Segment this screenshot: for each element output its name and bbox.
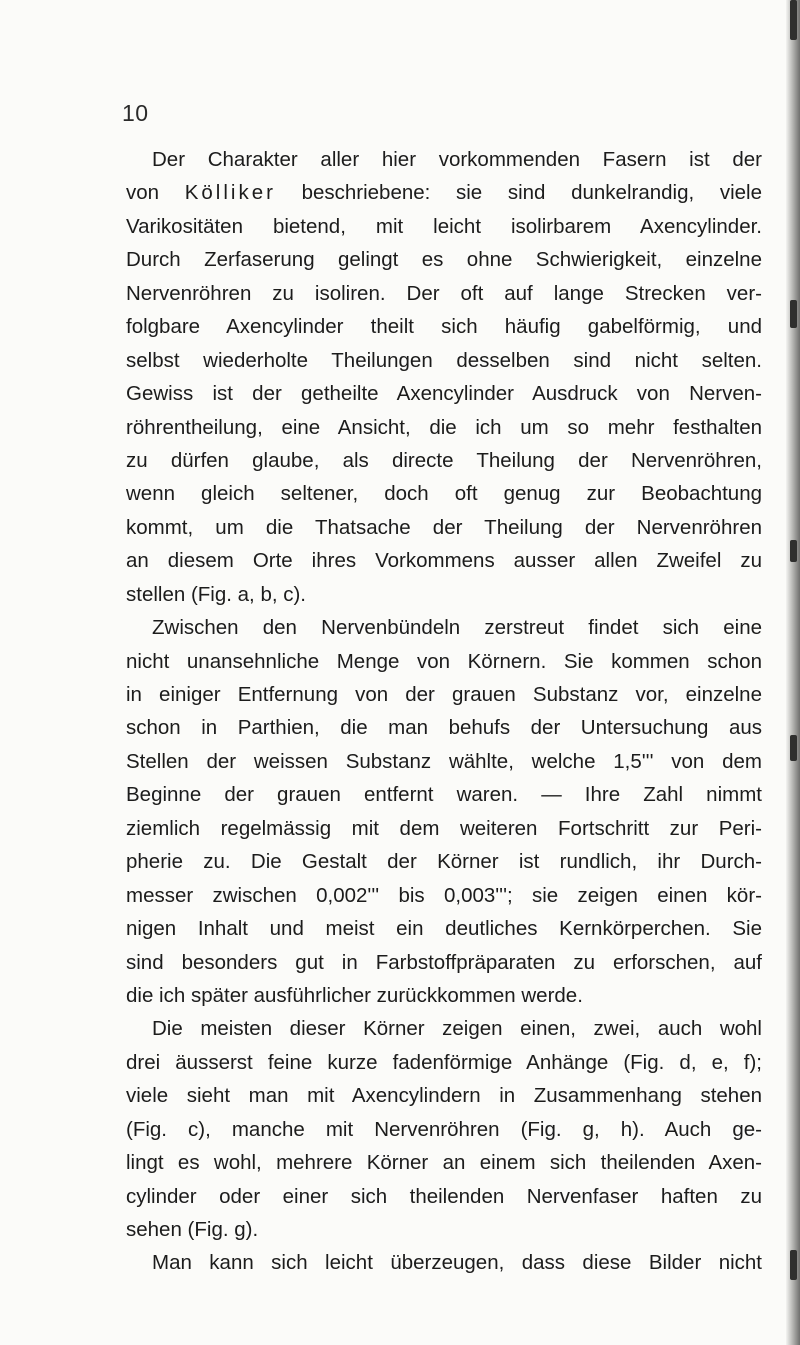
- edge-mark: [790, 735, 797, 761]
- text-line: röhrentheilung, eine Ansicht, die ich um so mehr festhalten: [126, 415, 762, 439]
- text-line: viele sieht man mit Axencylindern in Zusammenhang stehen: [126, 1084, 762, 1108]
- text-line: nicht unansehnliche Menge von Körnern. Sie kommen schon: [126, 649, 762, 673]
- text-line: selbst wiederholte Theilungen desselben sind nicht selten.: [126, 348, 762, 372]
- text-line: Beginne der grauen entfernt waren. — Ihre Zahl nimmt: [126, 783, 762, 807]
- edge-mark: [790, 540, 797, 562]
- text-line: pherie zu. Die Gestalt der Körner ist rundlich, ihr Durch-: [126, 850, 762, 874]
- text-line: schon in Parthien, die man behufs der Untersuchung aus: [126, 716, 762, 740]
- edge-mark: [790, 1250, 797, 1280]
- text-line: Stellen der weissen Substanz wählte, welche 1,5''' von dem: [126, 749, 762, 773]
- text-line: stellen (Fig. a, b, c).: [126, 582, 307, 606]
- page-number: 10: [122, 100, 149, 126]
- page-edge-shadow: [786, 0, 800, 1345]
- text-line: Varikositäten bietend, mit leicht isolirbarem Axencylinder.: [126, 214, 762, 238]
- text-line: sehen (Fig. g).: [126, 1218, 259, 1241]
- text-line: Durch Zerfaserung gelingt es ohne Schwierigkeit, einzelne: [126, 248, 762, 272]
- text-line: Man kann sich leicht überzeugen, dass diese Bilder nicht: [152, 1251, 762, 1275]
- text-line: lingt es wohl, mehrere Körner an einem sich theilenden Axen-: [126, 1151, 762, 1175]
- text-line: Der Charakter aller hier vorkommenden Fasern ist der: [152, 148, 762, 171]
- text-line: Die meisten dieser Körner zeigen einen, zwei, auch wohl: [152, 1017, 762, 1041]
- text-line: wenn gleich seltener, doch oft genug zur Beobachtung: [126, 482, 762, 506]
- text-line: sind besonders gut in Farbstoffpräparaten zu erforschen, auf: [126, 950, 762, 974]
- text-line: folgbare Axencylinder theilt sich häufig gabelförmig, und: [126, 315, 762, 339]
- text-line: Nervenröhren zu isoliren. Der oft auf lange Strecken ver-: [126, 281, 762, 305]
- text-line: (Fig. c), manche mit Nervenröhren (Fig. g, h). Auch ge-: [126, 1117, 762, 1141]
- text-line: ziemlich regelmässig mit dem weiteren Fortschritt zur Peri-: [126, 816, 762, 840]
- text-line: drei äusserst feine kurze fadenförmige Anhänge (Fig. d, e, f);: [126, 1050, 762, 1074]
- text-line: nigen Inhalt und meist ein deutliches Kernkörperchen. Sie: [126, 917, 762, 941]
- author-name: Kölliker: [184, 181, 276, 205]
- text-fragment: von: [126, 181, 185, 205]
- text-line: zu dürfen glaube, als directe Theilung der Nervenröhren,: [126, 448, 762, 472]
- body-text: [126, 143, 762, 1280]
- edge-mark: [790, 300, 797, 328]
- text-fragment: beschriebene: sie sind dunkelrandig, viele: [275, 181, 762, 205]
- text-line: cylinder oder einer sich theilenden Nervenfaser haften zu: [126, 1184, 762, 1208]
- edge-mark: [790, 0, 797, 40]
- text-line: messer zwischen 0,002''' bis 0,003'''; sie zeigen einen kör-: [126, 883, 762, 907]
- text-line: Gewiss ist der getheilte Axencylinder Ausdruck von Nerven-: [126, 382, 762, 406]
- text-line: Zwischen den Nervenbündeln zerstreut findet sich eine: [152, 616, 762, 640]
- text-line: kommt, um die Thatsache der Theilung der Nervenröhren: [126, 515, 762, 539]
- text-line: an diesem Orte ihres Vorkommens ausser allen Zweifel zu: [126, 549, 762, 573]
- text-line: die ich später ausführlicher zurückkommen werde.: [126, 983, 583, 1007]
- text-line: in einiger Entfernung von der grauen Substanz vor, einzelne: [126, 683, 762, 706]
- text-line: [126, 176, 762, 209]
